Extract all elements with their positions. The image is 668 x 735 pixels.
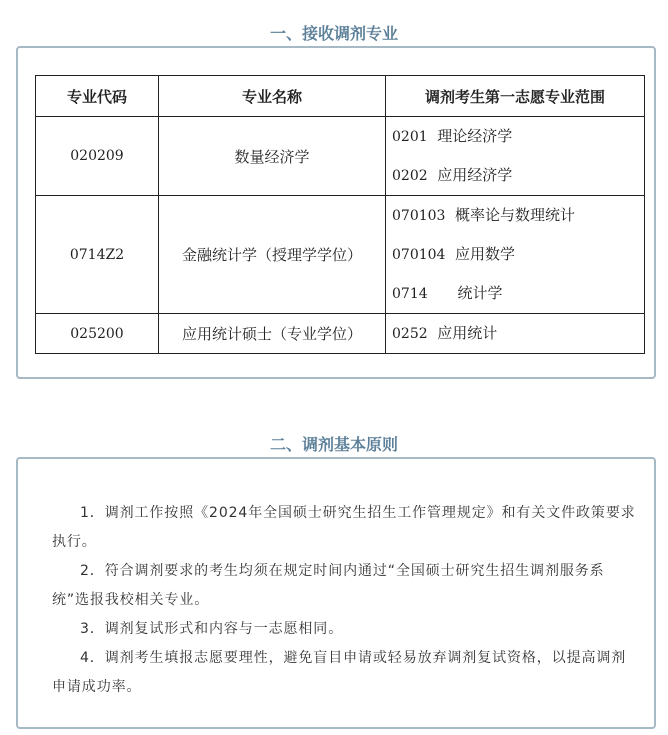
- principles-list: [52, 499, 640, 702]
- major-name: 金融统计学（授理学学位）: [159, 196, 386, 314]
- major-name: 数量经济学: [159, 117, 386, 196]
- major-code: 020209: [36, 117, 159, 196]
- section-title-basic-principles: 二、调剂基本原则: [269, 435, 398, 454]
- major-code: 025200: [36, 314, 159, 354]
- range-code: 0202: [392, 168, 428, 184]
- header-major-name: 专业名称: [159, 76, 386, 117]
- range-code: 0201: [392, 129, 428, 145]
- table-row: [36, 196, 645, 314]
- range-code: 070104: [392, 247, 446, 263]
- major-name: 应用统计硕士（专业学位）: [159, 314, 386, 354]
- range-item: [386, 314, 644, 353]
- range-code: 0714: [392, 286, 428, 302]
- first-choice-range: [386, 314, 645, 354]
- major-code: 0714Z2: [36, 196, 159, 314]
- section-title-receiving-majors: 一、接收调剂专业: [269, 24, 398, 43]
- header-major-code: 专业代码: [36, 76, 159, 117]
- range-item: [386, 117, 644, 156]
- range-name: 应用经济学: [437, 166, 513, 184]
- range-item: [386, 196, 644, 235]
- principle-item: 1．调剂工作按照《2024年全国硕士研究生招生工作管理规定》和有关文件政策要求执行。: [52, 505, 636, 550]
- range-item: [386, 235, 644, 274]
- first-choice-range: [386, 117, 645, 196]
- table-header-row: [36, 76, 645, 117]
- range-name: 应用统计: [437, 324, 498, 342]
- range-item: [386, 274, 644, 313]
- range-item: [386, 156, 644, 195]
- header-first-choice-range: 调剂考生第一志愿专业范围: [386, 76, 645, 117]
- range-name: 概率论与数理统计: [455, 206, 576, 224]
- range-code: 070103: [392, 208, 446, 224]
- first-choice-range: [386, 196, 645, 314]
- range-name: 统计学: [457, 284, 503, 302]
- majors-box: [16, 46, 656, 379]
- table-row: [36, 314, 645, 354]
- principles-box: [16, 457, 656, 729]
- principle-item: 4．调剂考生填报志愿要理性，避免盲目申请或轻易放弃调剂复试资格，以提高调剂申请成功率。: [52, 650, 627, 695]
- range-name: 应用数学: [455, 245, 516, 263]
- majors-table: [35, 75, 645, 354]
- principle-item: 2．符合调剂要求的考生均须在规定时间内通过“全国硕士研究生招生调剂服务系统”选报我校相关专业。: [52, 563, 605, 608]
- range-code: 0252: [392, 326, 428, 342]
- principle-item: 3．调剂复试形式和内容与一志愿相同。: [80, 621, 344, 637]
- table-row: [36, 117, 645, 196]
- range-name: 理论经济学: [437, 127, 513, 145]
